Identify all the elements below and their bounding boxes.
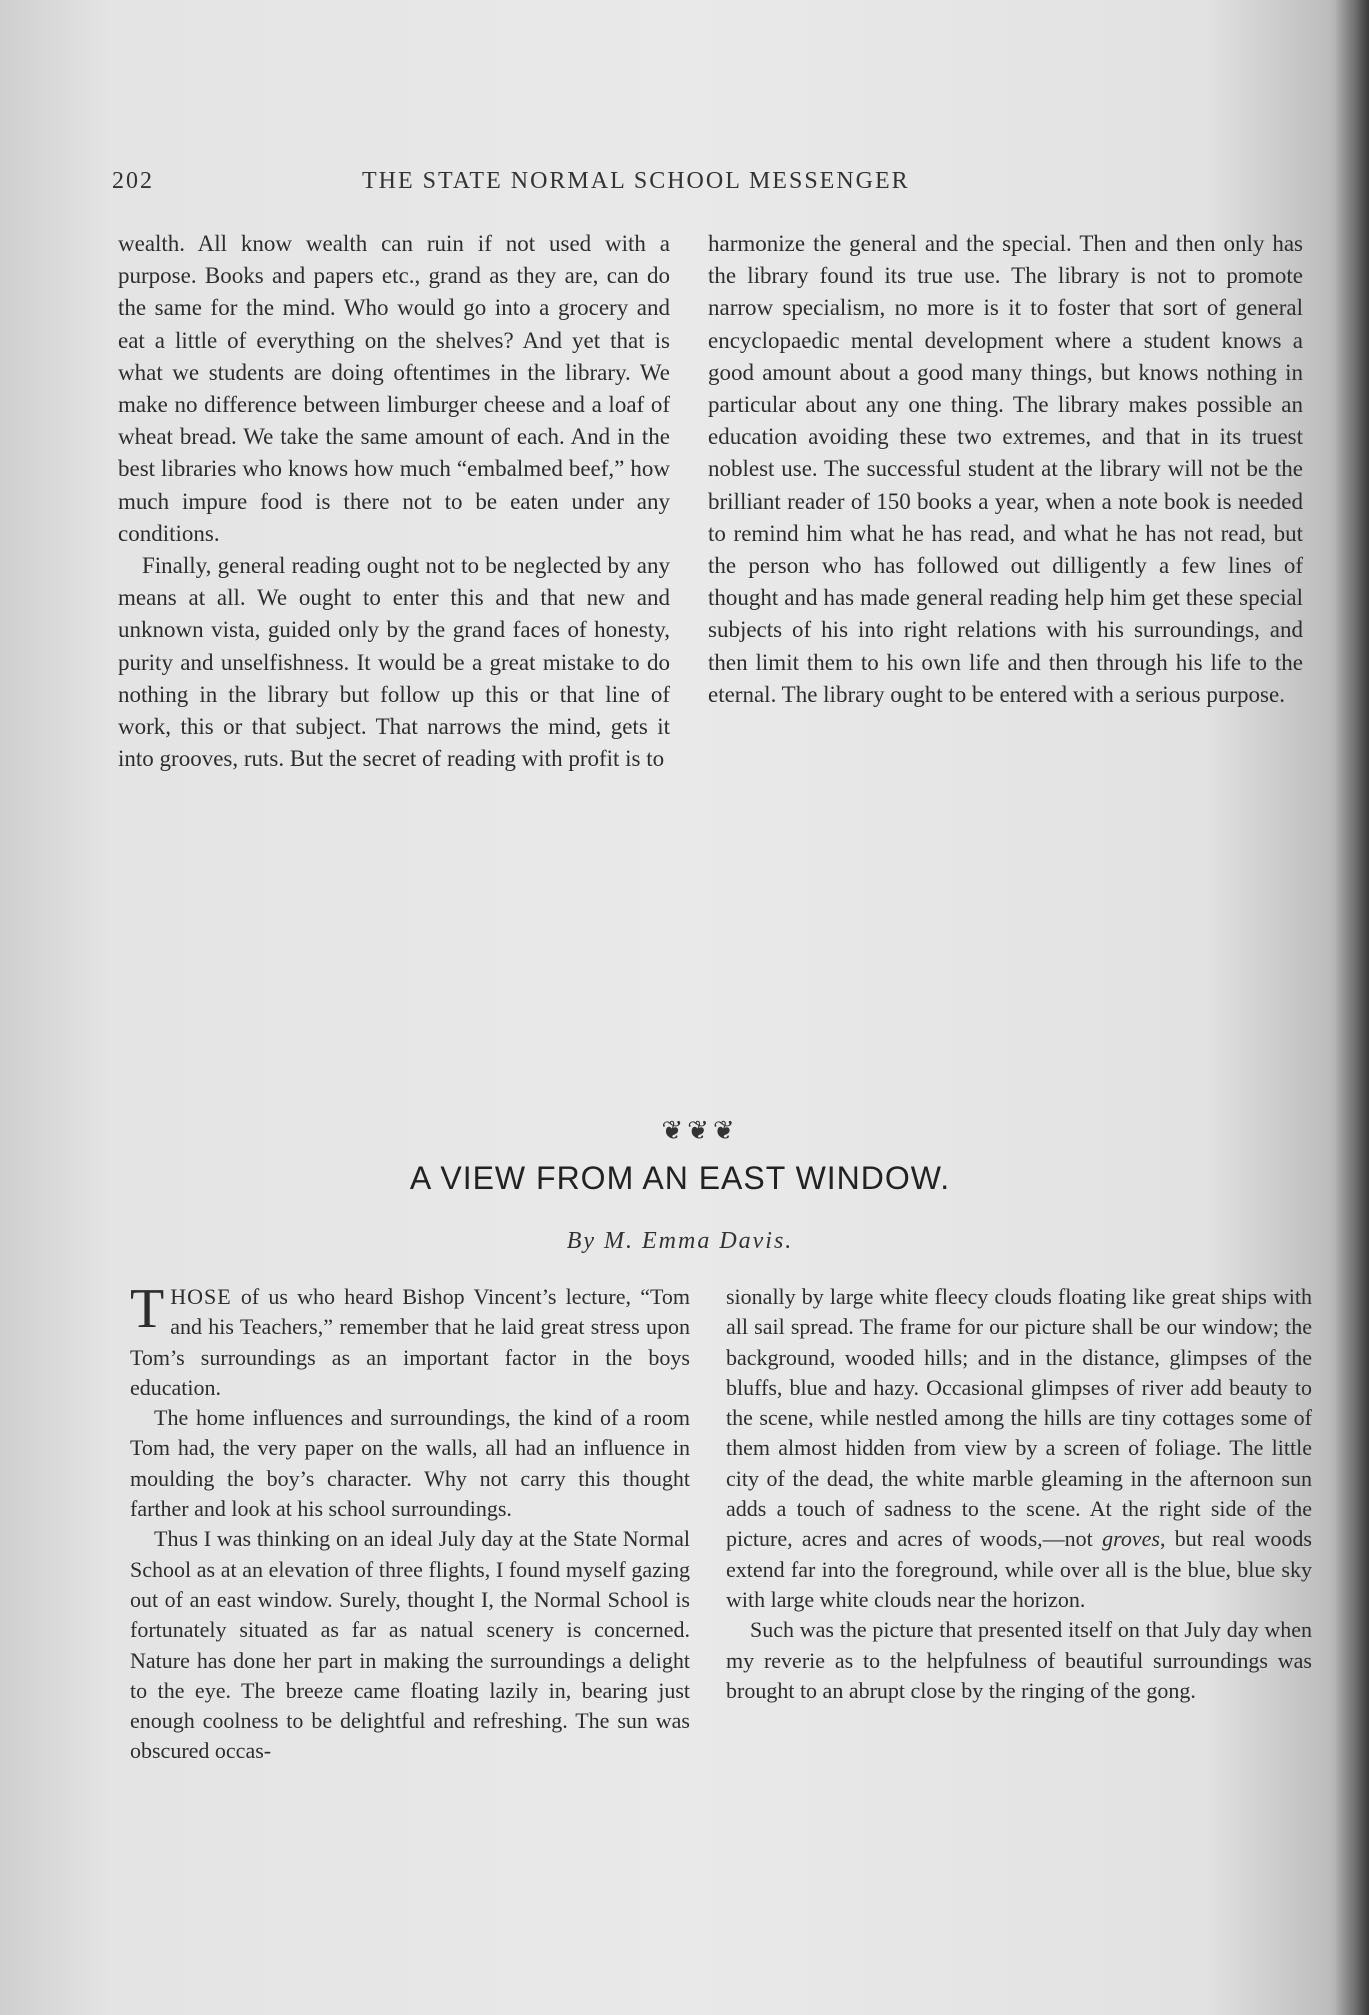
article-left-column: [130, 1278, 690, 1767]
paragraph: Such was the picture that presented itself on that July day when my reverie as to the helpfulness of beautiful surroundings was brought to an abrupt close by the ringing of the gong.: [726, 1617, 1312, 1703]
paragraph: [726, 1282, 1312, 1615]
page-header: [112, 168, 1092, 204]
paragraph: wealth. All know wealth can ruin if not used with a purpose. Books and papers etc., grand as they are, can do the same for the mind. Who would go into a grocery and eat a little of everything on the shelves? And yet that is what we students are doing oftentimes in the library. We make no difference between limburger cheese and a loaf of wheat bread. We take the same amount of each. And in the best libraries who knows how much “embalmed beef,” how much impure food is there not to be eaten under any conditions.: [118, 231, 670, 546]
top-left-column: [118, 228, 670, 775]
paragraph: Thus I was thinking on an ideal July day at the State Normal School as at an elevation of three flights, I found myself gazing out of an east window. Surely, thought I, the Normal School is fortunately situated as far as natual scenery is concerned. Nature has done her part in making the surroundings a delight to the eye. The breeze came floating lazily in, bearing just enough coolness to be delightful and refreshing. The sun was obscured occas-: [130, 1526, 690, 1764]
first-word: HOSE: [170, 1284, 232, 1309]
article-title: A VIEW FROM AN EAST WINDOW.: [409, 1160, 951, 1196]
paragraph: [130, 1278, 690, 1403]
running-title: THE STATE NORMAL SCHOOL MESSENGER: [362, 168, 910, 194]
paragraph: harmonize the general and the special. Then and then only has the library found its true use. The library is not to promote narrow specialism, no more is it to foster that sort of general encyclopaedic mental development where a student knows a good amount about a good many things, but knows nothing in particular about any one thing. The library makes possible an education avoiding these two extremes, and that in its truest noblest use. The successful student at the library will not be the brilliant reader of 150 books a year, when a note book is needed to remind him what he has read, and what he has not read, but the person who has followed out dilligently a few lines of thought and has made general reading help him get these special subjects of his into right relations with his surroundings, and then limit them to his own life and then through his life to the eternal. The library ought to be entered with a serious purpose.: [708, 231, 1303, 707]
paragraph: Finally, general reading ought not to be neglected by any means at all. We ought to enter this and that new and unknown vista, guided only by the grand faces of honesty, purity and unselfishness. It would be a great mistake to do nothing in the library but follow up this or that line of work, this or that subject. That narrows the mind, gets it into grooves, ruts. But the secret of reading with profit is to: [118, 553, 670, 772]
article-right-column: [726, 1282, 1312, 1706]
paragraph-text: sionally by large white fleecy clouds floating like great ships with all sail spread. The frame for our picture shall be our window; the background, wooded hills; and in the distance, glimpses of the bluffs, blue and hazy. Occasional glimpses of river add beauty to the scene, while nestled among the hills are tiny cottages some of them almost hidden from view by a screen of foliage. The little city of the dead, the white marble gleaming in the afternoon sun adds a touch of sadness to the scene. At the right side of the picture, acres and acres of woods,—not: [726, 1284, 1312, 1552]
italic-word: groves: [1102, 1526, 1160, 1552]
page-number: 202: [112, 168, 154, 194]
article-byline: By M. Emma Davis.: [566, 1228, 794, 1254]
paragraph-text: of us who heard Bishop Vincent’s lecture, “Tom and his Teachers,” remember that he laid great stress upon Tom’s surroundings as an important factor in the boys education.: [130, 1284, 690, 1400]
paragraph: The home influences and surroundings, the kind of a room Tom had, the very paper on the walls, all had an influence in moulding the boy’s character. Why not carry this thought farther and look at his school surroundings.: [130, 1405, 690, 1522]
section-ornament: ❦❦❦: [661, 1116, 739, 1145]
top-right-column: [708, 228, 1303, 711]
drop-cap: T: [130, 1278, 165, 1340]
paragraph-text: , but real woods extend far into the foreground, while over all is the blue, blue sky with large white clouds near the horizon.: [726, 1526, 1312, 1612]
book-spine-shadow: [1335, 0, 1369, 2015]
